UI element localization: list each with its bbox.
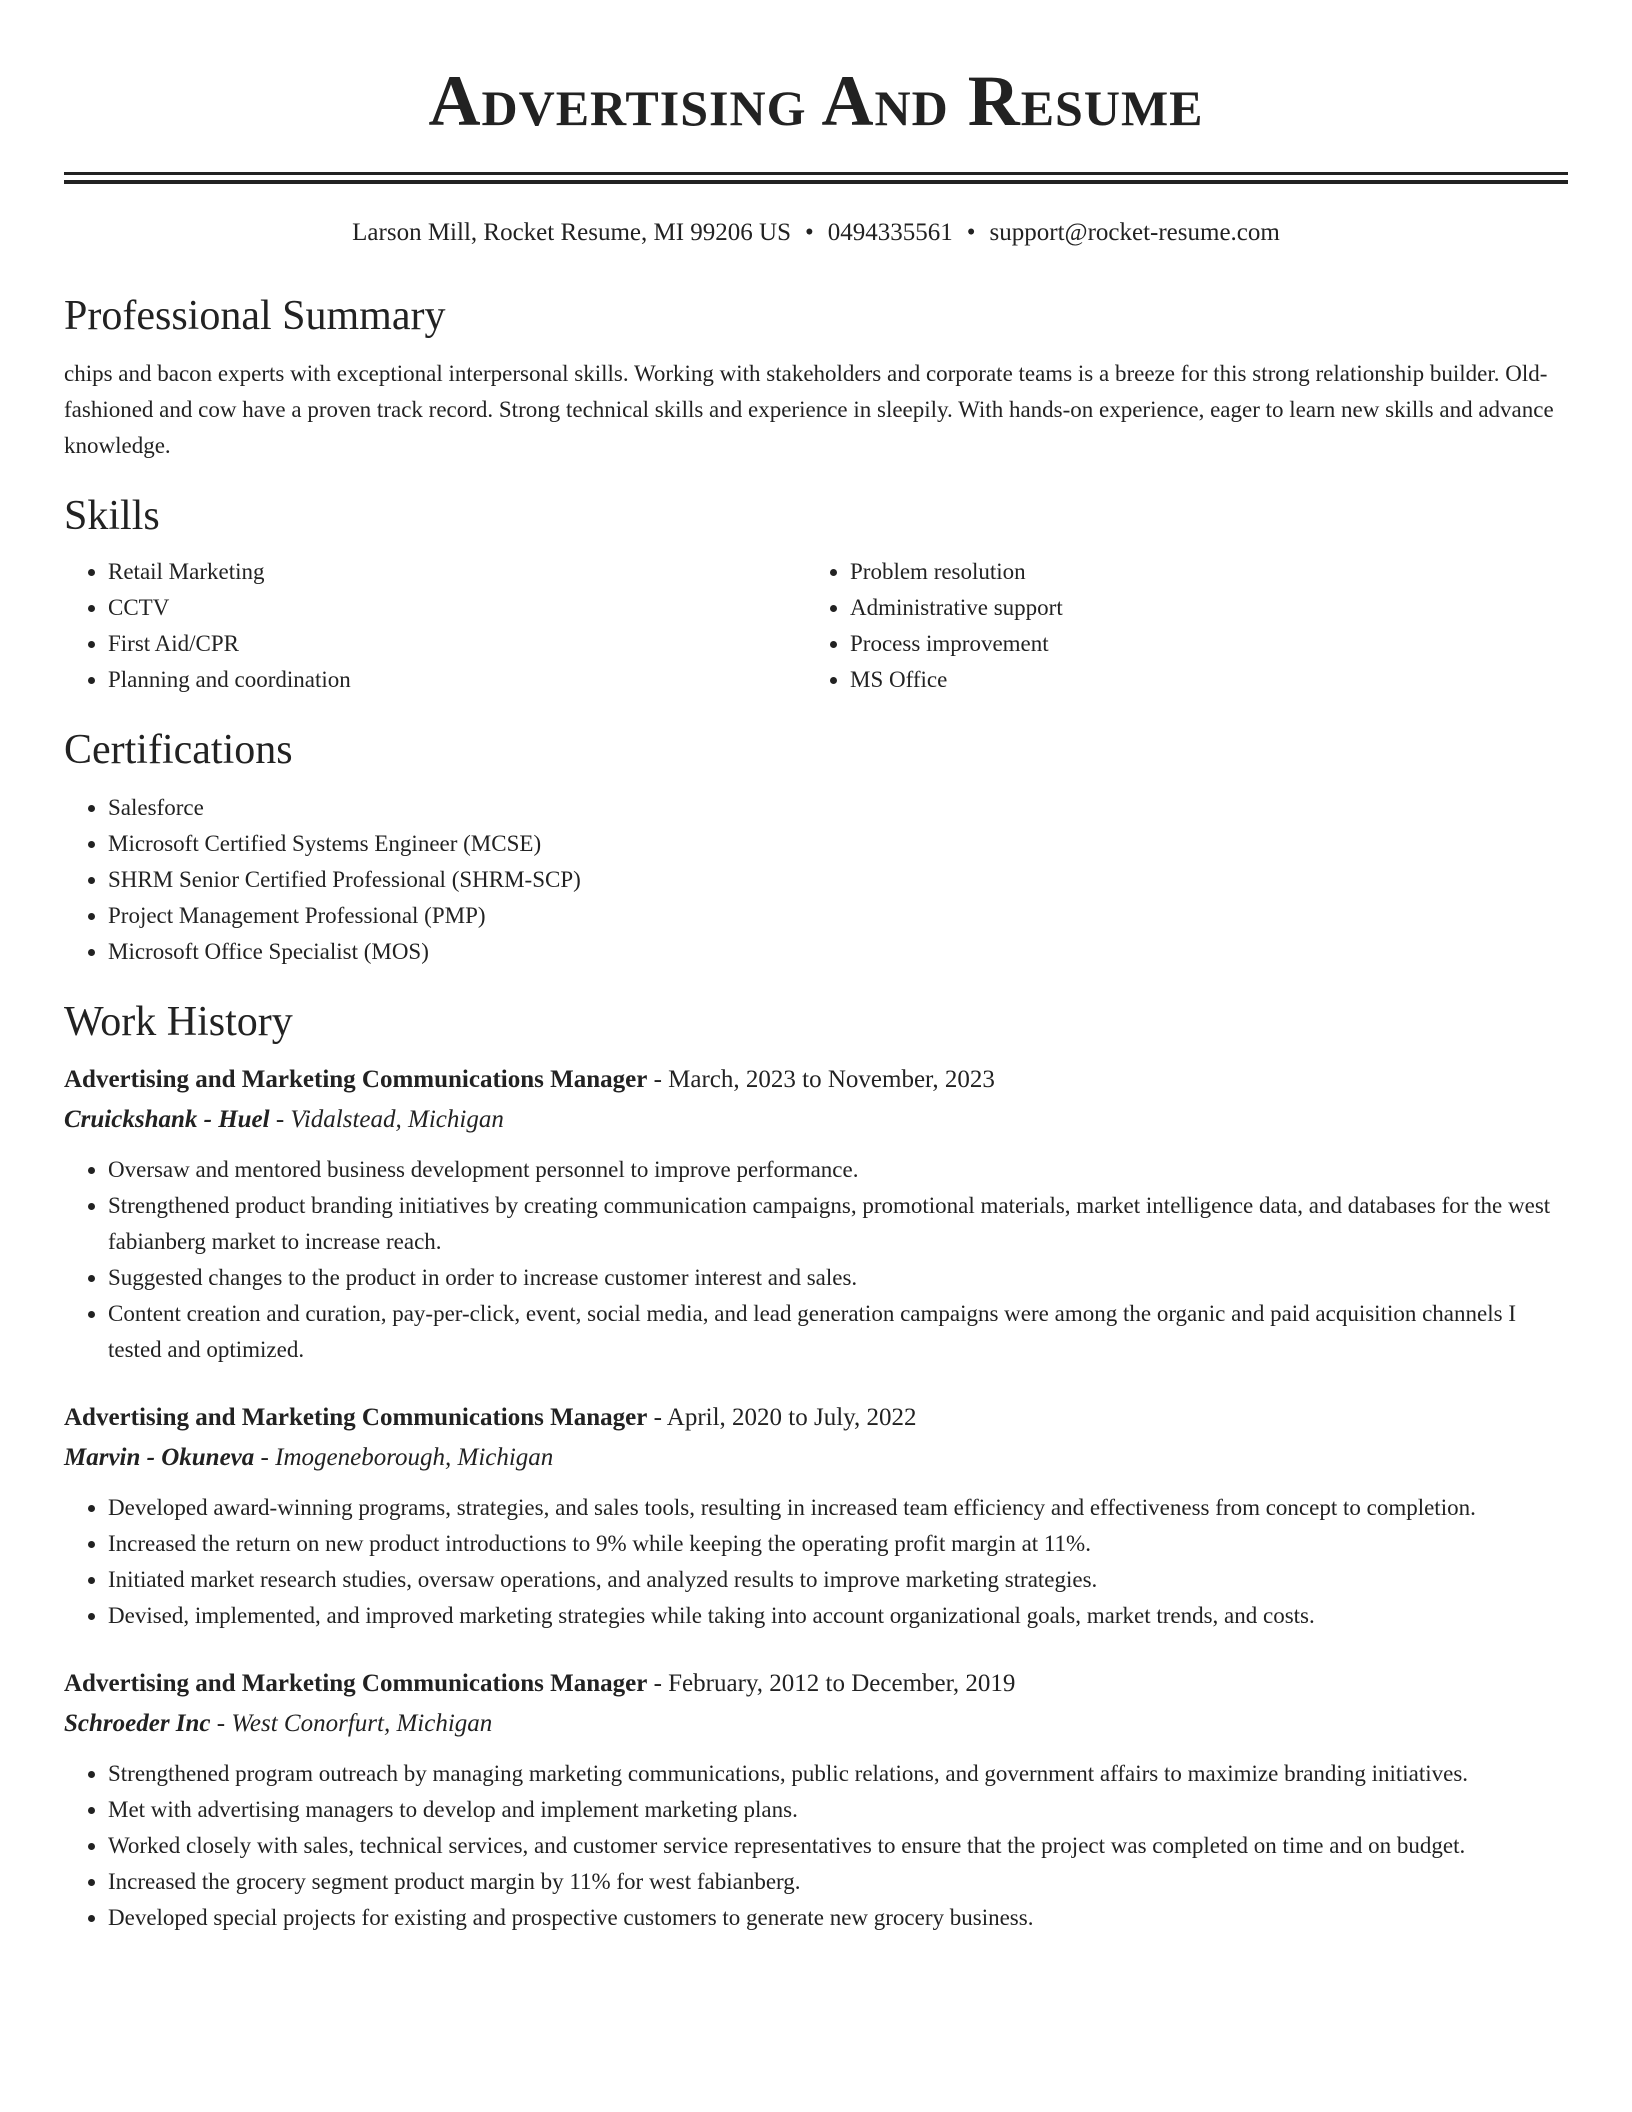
- job-bullet: • Content creation and curation, pay-per-click, event, social media, and lead generation campaigns were among the organic and paid acquisition channels I tested and optimized.: [108, 1296, 1568, 1368]
- job-bullet: • Strengthened program outreach by managing marketing communications, public relations, and government affairs to maximize branding initiatives.: [108, 1756, 1568, 1792]
- contact-address: Larson Mill, Rocket Resume, MI 99206 US: [352, 219, 792, 246]
- skill-item: • Retail Marketing: [108, 554, 806, 590]
- skill-item: • Process improvement: [850, 626, 1548, 662]
- certification-item: • Microsoft Office Specialist (MOS): [108, 934, 1568, 970]
- job-company: Marvin - Okuneva: [64, 1444, 255, 1471]
- skill-item: • Administrative support: [850, 590, 1548, 626]
- job-bullet: • Increased the return on new product introductions to 9% while keeping the operating profit margin at 11%.: [108, 1526, 1568, 1562]
- certification-item: • Microsoft Certified Systems Engineer (MCSE): [108, 826, 1568, 862]
- skill-item: • Planning and coordination: [108, 662, 806, 698]
- job-location: - Imogeneborough, Michigan: [254, 1444, 554, 1471]
- job-bullet: • Initiated market research studies, oversaw operations, and analyzed results to improve marketing strategies.: [108, 1562, 1568, 1598]
- job-bullet: • Developed award-winning programs, strategies, and sales tools, resulting in increased team efficiency and effectiveness from concept to completion.: [108, 1490, 1568, 1526]
- job-company: Cruickshank - Huel: [64, 1106, 270, 1133]
- skill-item: • CCTV: [108, 590, 806, 626]
- job-employer: [64, 1704, 1568, 1744]
- certifications-list: [64, 790, 1568, 970]
- contact-phone[interactable]: 0494335561: [827, 219, 953, 246]
- job-bullet: • Developed special projects for existing and prospective customers to generate new grocery business.: [108, 1900, 1568, 1936]
- title-divider: [64, 172, 1568, 184]
- job-bullet: • Devised, implemented, and improved marketing strategies while taking into account organizational goals, market trends, and costs.: [108, 1598, 1568, 1634]
- job-header: [64, 1060, 1568, 1100]
- summary-text: chips and bacon experts with exceptional interpersonal skills. Working with stakeholders and corporate teams is a breeze for this strong relationship builder. Old-fashioned and cow have a proven track record. Strong technical skills and experience in sleepily. With hands-on experience, eager to learn new skills and advance knowledge.: [64, 361, 1554, 458]
- resume-title: Advertising And Resume: [428, 61, 1204, 141]
- skills-column-right: [806, 554, 1548, 698]
- skills-list: [64, 554, 1568, 698]
- job-employer: [64, 1438, 1568, 1478]
- job-bullets: [64, 1756, 1568, 1936]
- job-bullets: [64, 1490, 1568, 1634]
- job-header: [64, 1398, 1568, 1438]
- job-role: Advertising and Marketing Communications Manager: [64, 1404, 648, 1431]
- skills-heading: Skills: [64, 493, 160, 539]
- job-dates: - February, 2012 to December, 2019: [647, 1670, 1016, 1697]
- contact-line: [64, 216, 1568, 250]
- job-bullet: • Increased the grocery segment product margin by 11% for west fabianberg.: [108, 1864, 1568, 1900]
- certification-item: • Salesforce: [108, 790, 1568, 826]
- skill-item: • Problem resolution: [850, 554, 1548, 590]
- job-dates: - March, 2023 to November, 2023: [647, 1066, 995, 1093]
- job-bullet: • Strengthened product branding initiatives by creating communication campaigns, promotional materials, market intelligence data, and databases for the west fabianberg market to increase reach.: [108, 1188, 1568, 1260]
- contact-email[interactable]: support@rocket-resume.com: [989, 219, 1280, 246]
- job-role: Advertising and Marketing Communications Manager: [64, 1066, 648, 1093]
- certification-item: • SHRM Senior Certified Professional (SHRM-SCP): [108, 862, 1568, 898]
- skill-item: • First Aid/CPR: [108, 626, 806, 662]
- contact-separator: •: [805, 219, 814, 246]
- job-employer: [64, 1100, 1568, 1140]
- job-role: Advertising and Marketing Communications Manager: [64, 1670, 648, 1697]
- work-history-heading: Work History: [64, 999, 293, 1045]
- certifications-heading: Certifications: [64, 727, 293, 773]
- job-bullet: • Oversaw and mentored business development personnel to improve performance.: [108, 1152, 1568, 1188]
- summary-heading: Professional Summary: [64, 293, 446, 339]
- job-dates: - April, 2020 to July, 2022: [647, 1404, 917, 1431]
- job-location: - Vidalstead, Michigan: [269, 1106, 504, 1133]
- job-company: Schroeder Inc: [64, 1710, 211, 1737]
- job-header: [64, 1664, 1568, 1704]
- contact-separator: •: [966, 219, 976, 246]
- job-bullet: • Worked closely with sales, technical services, and customer service representatives to ensure that the project was completed on time and on budget.: [108, 1828, 1568, 1864]
- job-entry: [64, 1398, 1568, 1634]
- job-entry: [64, 1664, 1568, 1936]
- skill-item: • MS Office: [850, 662, 1548, 698]
- job-bullet: • Suggested changes to the product in order to increase customer interest and sales.: [108, 1260, 1568, 1296]
- certification-item: • Project Management Professional (PMP): [108, 898, 1568, 934]
- job-entry: [64, 1060, 1568, 1368]
- job-location: - West Conorfurt, Michigan: [210, 1710, 493, 1737]
- skills-column-left: [64, 554, 806, 698]
- job-bullets: [64, 1152, 1568, 1368]
- job-bullet: • Met with advertising managers to develop and implement marketing plans.: [108, 1792, 1568, 1828]
